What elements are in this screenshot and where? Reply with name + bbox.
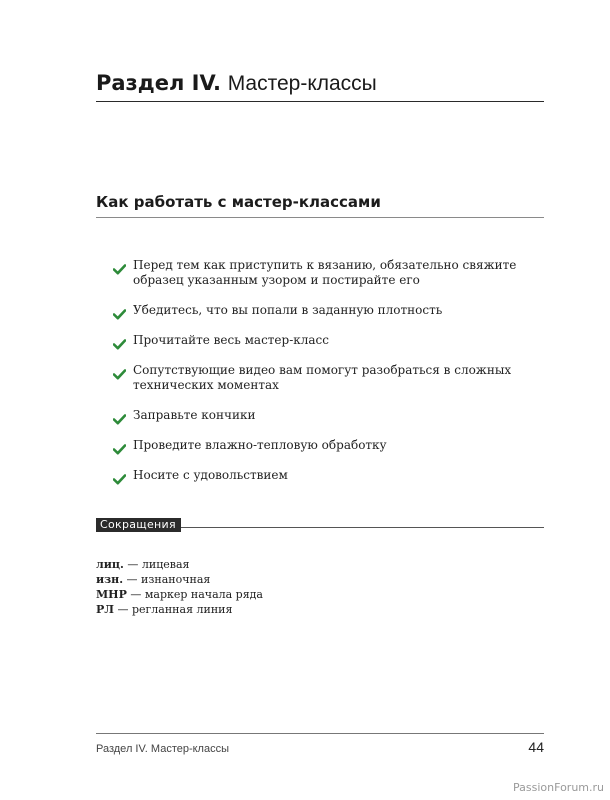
check-icon (113, 365, 127, 393)
abbreviation-definition: — маркер начала ряда (126, 588, 263, 601)
check-icon (113, 305, 127, 324)
watermark: PassionForum.ru (513, 781, 604, 794)
checklist-item-text: Носите с удовольствием (133, 468, 288, 482)
abbreviations-heading-label: Сокращения (96, 518, 181, 532)
checklist-item (113, 333, 533, 354)
check-icon (113, 470, 127, 489)
checklist-item (113, 258, 533, 288)
abbreviation-term: МНР (96, 588, 127, 601)
abbreviation-definition: — регланная линия (114, 603, 233, 616)
abbreviation-term: изн. (96, 573, 124, 586)
checklist-item (113, 408, 533, 429)
check-icon (113, 440, 127, 459)
check-icon (113, 260, 127, 288)
footer-section-label: Раздел IV. Мастер-классы (96, 743, 230, 755)
checklist-item-text: Перед тем как приступить к вязанию, обязательно свяжите образец указанным узором и постирайте его (133, 258, 517, 287)
checklist-item (113, 303, 533, 324)
section-title-number: Раздел IV. (96, 71, 221, 95)
checklist-item-text: Заправьте кончики (133, 408, 256, 422)
checklist-item (113, 438, 533, 459)
abbreviations-list (96, 557, 263, 617)
howto-heading: Как работать с мастер-классами (96, 192, 544, 218)
abbreviation-item (96, 572, 263, 587)
section-title (96, 70, 544, 102)
abbreviation-definition: — лицевая (123, 558, 190, 571)
abbreviation-term: РЛ (96, 603, 114, 616)
page-number: 44 (528, 739, 544, 755)
checklist-item-text: Убедитесь, что вы попали в заданную плотность (133, 303, 443, 317)
abbreviation-item (96, 587, 263, 602)
check-icon (113, 410, 127, 429)
abbreviation-term: лиц. (96, 558, 124, 571)
checklist-item-text: Проведите влажно-тепловую обработку (133, 438, 387, 452)
checklist-item-text: Прочитайте весь мастер-класс (133, 333, 329, 347)
checklist-item (113, 468, 533, 489)
abbreviation-item (96, 602, 263, 617)
page-footer (96, 733, 544, 755)
check-icon (113, 335, 127, 354)
abbreviation-definition: — изнаночная (123, 573, 211, 586)
abbreviation-item (96, 557, 263, 572)
checklist-item-text: Сопутствующие видео вам помогут разобраться в сложных технических моментах (133, 363, 512, 392)
abbreviations-heading (96, 513, 544, 531)
section-title-name: Мастер-классы (227, 72, 377, 95)
checklist-item (113, 363, 533, 393)
